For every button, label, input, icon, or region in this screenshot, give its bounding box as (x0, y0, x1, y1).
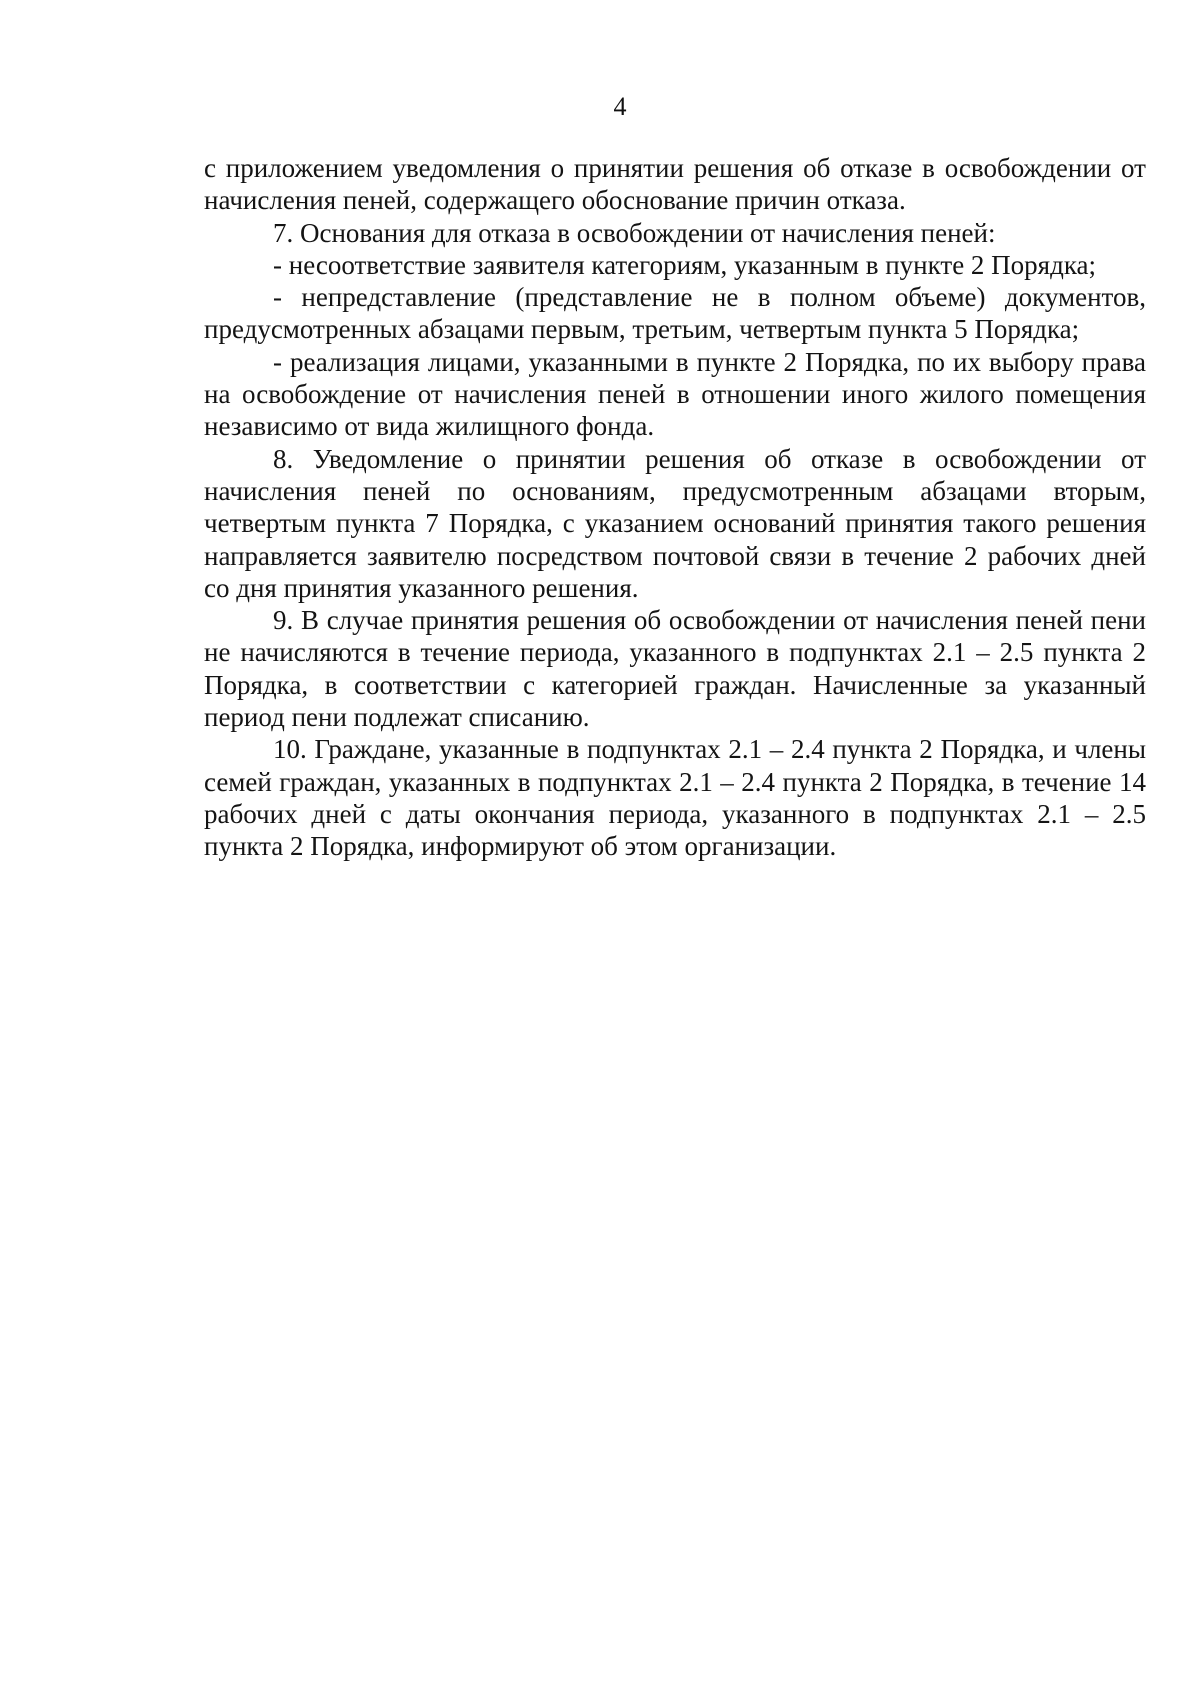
paragraph-item-7: 7. Основания для отказа в освобождении от начисления пеней: (273, 217, 996, 248)
paragraph-reason-3: - реализация лицами, указанными в пункте 2 Порядка, по их выбору права на освобождение от начисления пеней в отношении иного жилого помещения независимо от вида жилищного фонда. (204, 346, 1146, 442)
paragraph-reason-2: - непредставление (представление не в полном объеме) документов, предусмотренных абзацами первым, третьим, четвертым пункта 5 Порядка; (204, 282, 1146, 345)
page-number: 4 (613, 92, 627, 121)
paragraph-item-9: 9. В случае принятия решения об освобождении от начисления пеней пени не начисляются в течение периода, указанного в подпунктах 2.1 – 2.5 пункта 2 Порядка, в соответствии с категорией граждан. Начисленные за указанный период пени подлежат списанию. (204, 605, 1146, 733)
paragraph-reason-1: - несоответствие заявителя категориям, указанным в пункте 2 Порядка; (273, 249, 1097, 280)
paragraph-continuation: с приложением уведомления о принятии решения об отказе в освобождении от начисления пеней, содержащего обоснование причин отказа. (204, 153, 1146, 216)
paragraph-item-8: 8. Уведомление о принятии решения об отказе в освобождении от начисления пеней по основаниям, предусмотренным абзацами вторым, четвертым пункта 7 Порядка, с указанием оснований принятия такого решения направляется заявителю посредством почтовой связи в течение 2 рабочих дней со дня принятия указанного решения. (204, 443, 1146, 603)
document-body (204, 152, 1146, 863)
paragraph-item-10: 10. Граждане, указанные в подпунктах 2.1 – 2.4 пункта 2 Порядка, и члены семей граждан, указанных в подпунктах 2.1 – 2.4 пункта 2 Порядка, в течение 14 рабочих дней с даты окончания периода, указанного в подпунктах 2.1 – 2.5 пункта 2 Порядка, информируют об этом организации. (204, 734, 1146, 862)
